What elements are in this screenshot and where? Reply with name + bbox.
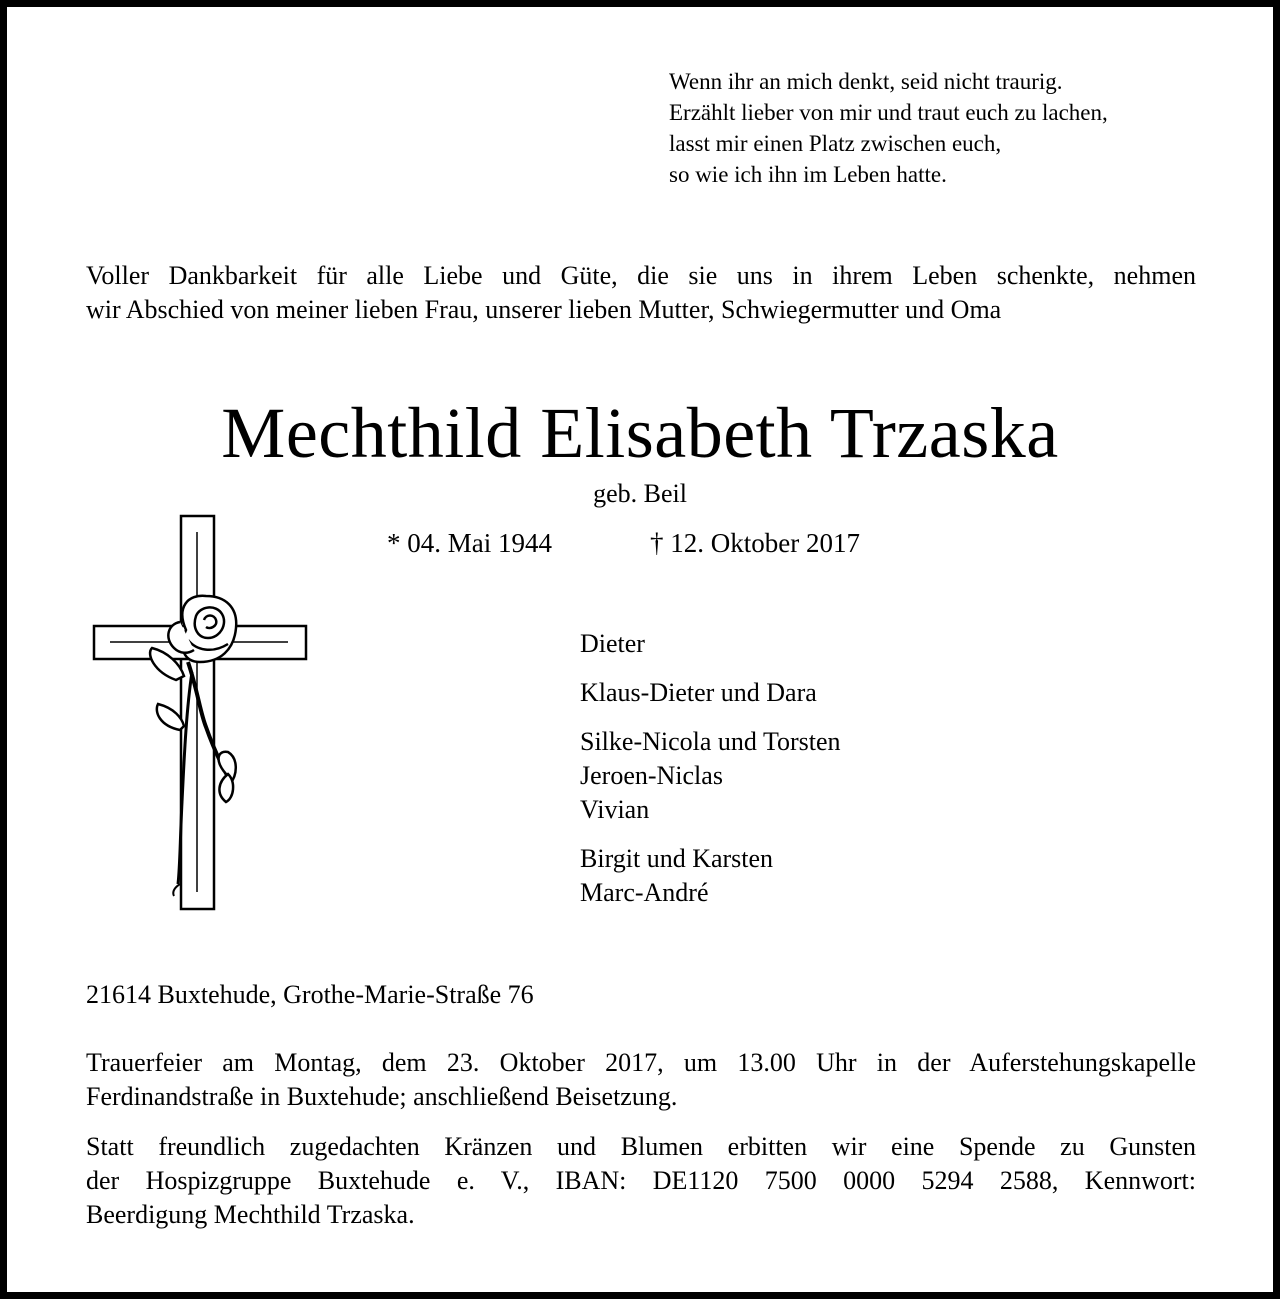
address: 21614 Buxtehude, Grothe-Marie-Straße 76 (86, 980, 534, 1009)
death-date: † 12. Oktober 2017 (650, 528, 860, 558)
family-group (580, 842, 841, 910)
poem-line: Wenn ihr an mich denkt, seid nicht traurig. (669, 69, 1063, 94)
intro-line: Voller Dankbarkeit für alle Liebe und Güte, die sie uns in ihrem Leben schenkte, nehmen (86, 261, 1196, 290)
intro-line: wir Abschied von meiner lieben Frau, unserer lieben Mutter, Schwiegermutter und Oma (86, 295, 1002, 324)
donation-line: Beerdigung Mechthild Trzaska. (86, 1200, 415, 1229)
poem-line: so wie ich ihn im Leben hatte. (669, 162, 947, 187)
family-member: Jeroen-Niclas (580, 761, 723, 790)
funeral-line: Trauerfeier am Montag, dem 23. Oktober 2017, um 13.00 Uhr in der Auferstehungskapelle (86, 1048, 1196, 1077)
family-member: Dieter (580, 629, 645, 658)
family-group (580, 725, 841, 827)
family-group (580, 627, 841, 661)
maiden-name: geb. Beil (593, 479, 687, 508)
family-list (580, 627, 841, 925)
donation-line: Statt freundlich zugedachten Kränzen und Blumen erbitten wir eine Spende zu Gunsten (86, 1132, 1196, 1161)
deceased-name: Mechthild Elisabeth Trzaska (221, 393, 1059, 473)
intro-text (86, 259, 1196, 327)
donation-notice (86, 1130, 1196, 1232)
family-member: Vivian (580, 795, 650, 824)
poem (669, 66, 1108, 190)
birth-date: * 04. Mai 1944 (387, 528, 552, 558)
funeral-line: Ferdinandstraße in Buxtehude; anschließend Beisetzung. (86, 1082, 678, 1111)
poem-line: Erzählt lieber von mir und traut euch zu lachen, (669, 100, 1108, 125)
donation-line: der Hospizgruppe Buxtehude e. V., IBAN: DE1120 7500 0000 5294 2588, Kennwort: (86, 1166, 1196, 1195)
family-member: Klaus-Dieter und Dara (580, 678, 817, 707)
poem-line: lasst mir einen Platz zwischen euch, (669, 131, 1002, 156)
family-group (580, 676, 841, 710)
family-member: Marc-André (580, 878, 709, 907)
family-member: Birgit und Karsten (580, 844, 774, 873)
funeral-notice (86, 1046, 1196, 1114)
cross-with-rose-icon (88, 512, 318, 912)
family-member: Silke-Nicola und Torsten (580, 727, 841, 756)
